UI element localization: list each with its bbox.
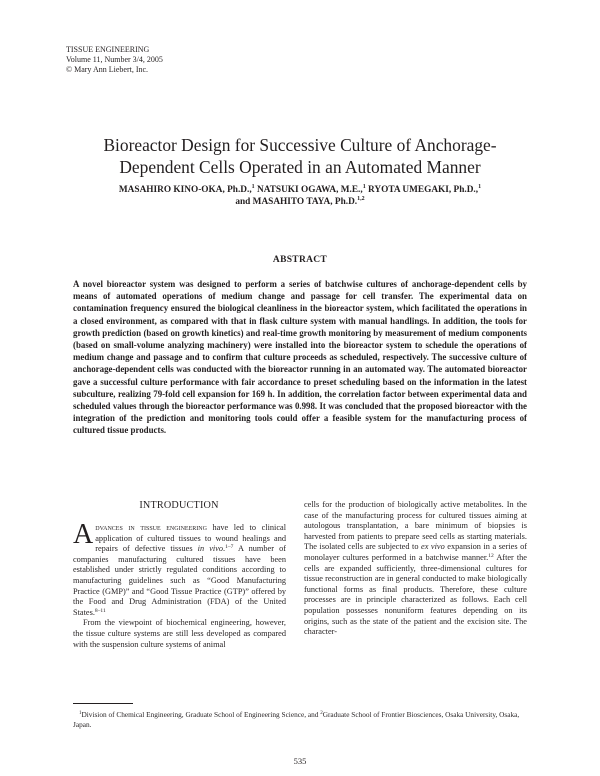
author-2: NATSUKI OGAWA, M.E.,	[256, 185, 363, 195]
citation-3: 12	[488, 552, 494, 559]
introduction-heading: INTRODUCTION	[139, 500, 219, 511]
author-1: MASAHIRO KINO-OKA, Ph.D.,	[118, 185, 252, 195]
author-3: RYOTA UMEGAKI, Ph.D.,	[368, 185, 479, 195]
right-column	[304, 500, 527, 638]
journal-copyright: © Mary Ann Liebert, Inc.	[66, 65, 149, 75]
author-4-affiliation: 1,2	[357, 196, 365, 203]
footnote-text-1: Division of Chemical Engineering, Graduate School of Engineering Science, and	[81, 710, 321, 719]
footnote-divider	[73, 703, 133, 704]
journal-volume: Volume 11, Number 3/4, 2005	[66, 55, 163, 65]
title-line-1: Bioreactor Design for Successive Culture of Anchorage-	[103, 134, 497, 155]
intro-italic-in-vivo: in vivo	[197, 544, 224, 554]
abstract-text: A novel bioreactor system was designed to perform a series of batchwise cultures of anchorage-dependent cells by means of automated operations of medium change and passage for cell transfer. The experimental data on contamination frequency ensured the biological cleanliness in the bioreactor system, which facilitated the operations in a closed environment, as compared with that in flask culture system with manual handlings. In addition, the tools for growth prediction (based on growth kinetics) and real-time growth monitoring by measurement of medium components (based on small-volume analyzing machinery) were installed into the bioreactor system to schedule the operations of medium change and passage and to confirm that culture proceeds as scheduled, respectively. The successive culture of anchorage-dependent cells was conducted with the bioreactor running in an automated way. The automated bioreactor gave a successful culture performance with fair accordance to preset scheduling based on the information in the latest subculture, realizing 79-fold cell expansion for 169 h. In addition, the correlation factor between experimental data and scheduled values through the bioreactor performance was 0.998. It was concluded that the proposed bioreactor with the integration of the prediction and monitoring tools could offer a feasible system for the manufacturing process of cultured tissue products.	[73, 279, 527, 436]
affiliation-footnote	[73, 710, 527, 729]
author-3-affiliation: 1	[478, 184, 482, 190]
intro-text-1a: have led to clinical application of cultured tissues to wound healings and repairs of defective tissues	[95, 523, 287, 554]
journal-header	[66, 45, 163, 76]
abstract-heading: ABSTRACT	[272, 255, 328, 265]
journal-name: TISSUE ENGINEERING	[66, 45, 150, 54]
intro-paragraph-1	[73, 519, 287, 618]
author-list	[40, 184, 560, 209]
intro-lead-in: dvances in tissue engineering	[95, 523, 207, 532]
citation-2: 8–11	[94, 607, 106, 614]
drop-cap: A	[73, 519, 94, 550]
intro-italic-ex-vivo: ex vivo	[421, 542, 445, 552]
author-2-affiliation: 1	[362, 184, 366, 190]
intro-text-right-a: cells for the production of biologically active metabolites. In the case of the manufacturing process for cultured tissues aiming at autologous transplantation, a bare minimum of biopsies is harvested from patients to prepare seed cells as starting materials. The isolated cells are subjected to	[304, 500, 527, 552]
citation-1: 1–7	[225, 544, 234, 551]
intro-paragraph-2: From the viewpoint of biochemical engineering, however, the tissue culture systems are still less developed as compared with the suspension culture systems of animal	[73, 618, 286, 649]
intro-text-right-b: expansion in a series of monolayer cultures performed in a batchwise manner.	[304, 542, 527, 562]
author-1-affiliation: 1	[251, 184, 255, 190]
author-4: and MASAHITO TAYA, Ph.D.	[235, 197, 358, 208]
page-number: 535	[293, 756, 307, 766]
intro-paragraph-continued	[304, 500, 527, 638]
article-title	[40, 134, 560, 179]
left-column	[73, 519, 287, 650]
footnote-text-2: Graduate School of Frontier Biosciences, Osaka University, Osaka, Japan.	[73, 710, 520, 729]
intro-text-right-c: After the cells are expanded sufficiently, three-dimensional cultures for tissue reconstruction are in general conducted to make biologically functional forms as final products. Therefore, these culture processes are in principle characterized as follows. Each cell population possesses nonuniform features depending on its origins, such as the state of the patient and the excision site. The character-	[304, 552, 527, 637]
intro-text-1b: .	[223, 544, 226, 554]
footnote-mark-2: 2	[320, 711, 323, 716]
intro-text-1c: A number of companies manufacturing cultured tissues have been established under strictly regulated conditions according to manufacturing guidelines such as “Good Manufacturing Practice (GMP)” and “Good Tissue Practice (GTP)” offered by the Food and Drug Administration (FDA) of the United States.	[73, 544, 286, 617]
title-line-2: Dependent Cells Operated in an Automated Manner	[119, 157, 481, 178]
footnote-mark-1: 1	[79, 711, 82, 716]
